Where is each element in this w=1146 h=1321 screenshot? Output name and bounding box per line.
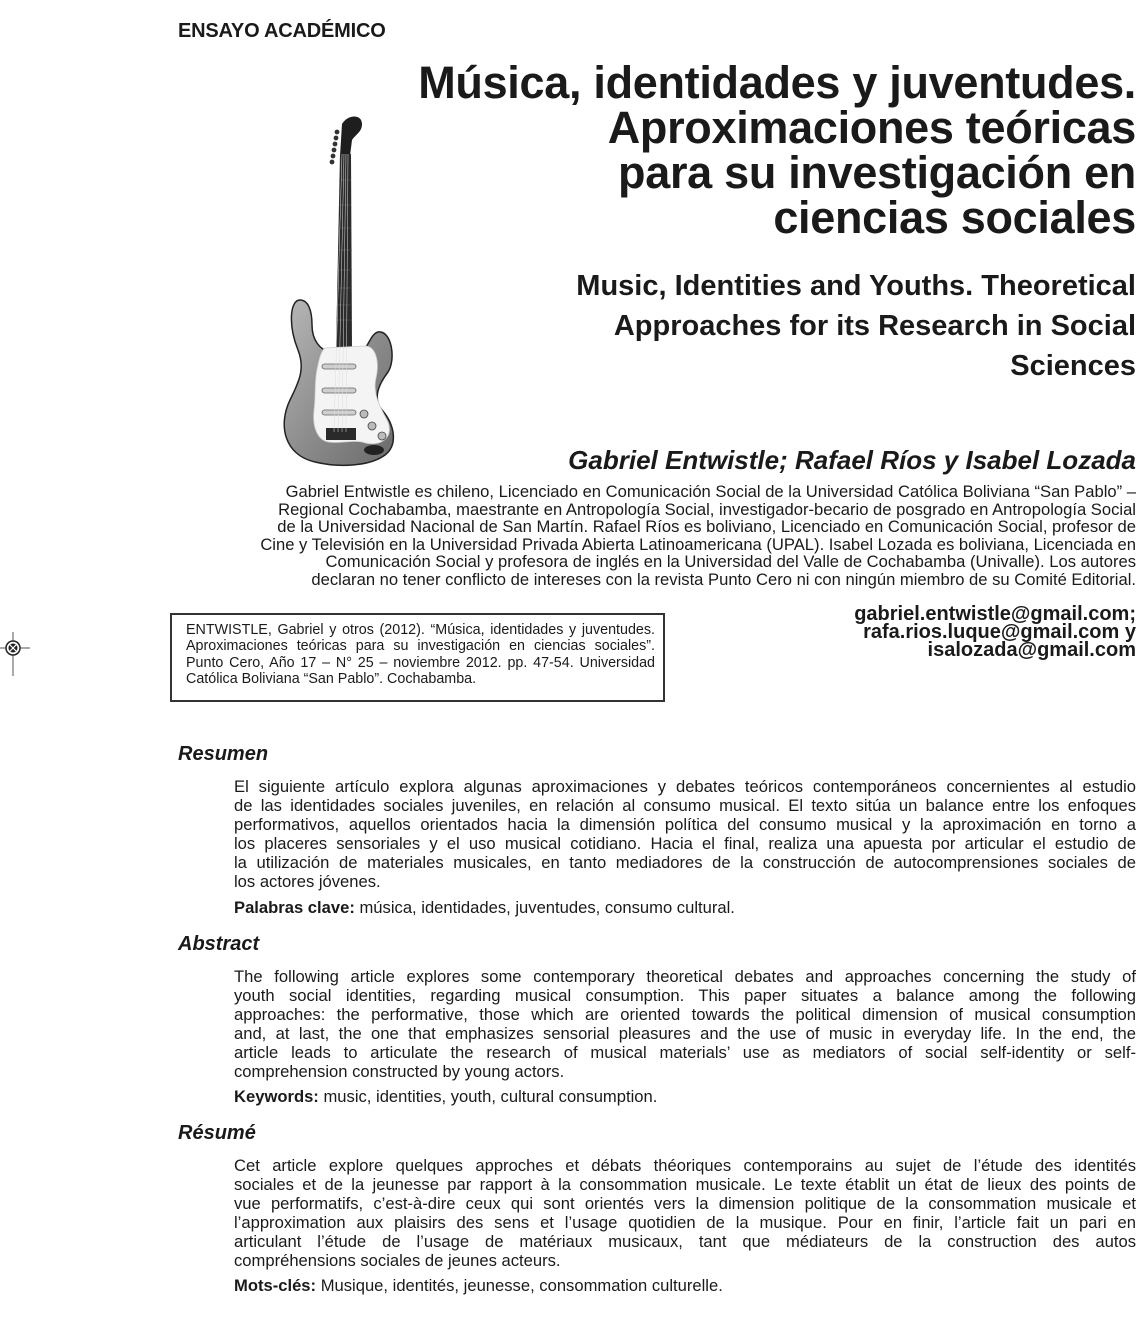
resumen-line: de las identidades sociales juveniles, en relación al consumo musical. El texto sitúa un balance entre los enfoques	[234, 796, 1136, 815]
keywords-label: Palabras clave:	[234, 898, 355, 917]
citation-line: Aproximaciones teóricas para su investigación en ciencias sociales”.	[186, 638, 655, 655]
resume-line: Cet article explore quelques approches et débats théoriques contemporains au sujet de l’étude des identités	[234, 1156, 1136, 1175]
keywords-value: Musique, identités, jeunesse, consommation culturelle.	[320, 1276, 723, 1295]
citation-box	[170, 613, 665, 702]
bio-line: Gabriel Entwistle es chileno, Licenciado en Comunicación Social de la Universidad Católica Boliviana “San Pablo” –	[285, 482, 1136, 501]
author-bio	[166, 483, 1136, 589]
abstract-line: youth social identities, regarding musical consumption. This paper situates a balance among the following	[234, 986, 1136, 1005]
resumen-body	[234, 777, 1136, 891]
bio-line: Regional Cochabamba, maestrante en Antropología Social, investigador-becario de posgrado en Antropología Social	[278, 499, 1136, 519]
section-label: ENSAYO ACADÉMICO	[178, 20, 386, 42]
abstract-line: approaches: the performative, those which are oriented towards the political dimension of musical consumption	[234, 1005, 1136, 1024]
title-es-line: Música, identidades y juventudes.	[418, 57, 1136, 108]
email-link[interactable]: rafa.rios.luque@gmail.com y	[863, 621, 1136, 643]
abstract-heading: Abstract	[178, 933, 260, 955]
citation-line: Católica Boliviana “San Pablo”. Cochabamba.	[186, 670, 477, 687]
resumen-line: El siguiente artículo explora algunas aproximaciones y debates teóricos contemporáneos concernientes al estudio	[234, 777, 1136, 796]
title-es-line: para su investigación en	[618, 147, 1136, 198]
resume-heading: Résumé	[178, 1122, 256, 1144]
resume-body	[234, 1156, 1136, 1270]
registration-mark-icon	[0, 632, 30, 676]
keywords-label: Mots-clés:	[234, 1276, 317, 1295]
title-en-line: Music, Identities and Youths. Theoretical	[576, 270, 1136, 302]
abstract-line: The following article explores some contemporary theoretical debates and approaches concerning the study of	[234, 967, 1136, 986]
author-names: Gabriel Entwistle; Rafael Ríos y Isabel Lozada	[568, 445, 1136, 475]
resumen-line: la utilización de materiales musicales, en tanto mediadores de la construcción de autocomprensiones sociales de	[234, 853, 1136, 872]
title-es-line: Aproximaciones teóricas	[607, 102, 1136, 153]
email-link[interactable]: gabriel.entwistle@gmail.com;	[854, 603, 1136, 625]
bio-line: de la Universidad Nacional de San Martín. Rafael Ríos es boliviano, Licenciado en Comunicación Social, profesor de	[277, 517, 1136, 537]
resume-line: articulant l’étude de l’usage de matériaux musicaux, tant que médiateurs de la construction des autos	[234, 1232, 1136, 1251]
keywords-value: música, identidades, juventudes, consumo cultural.	[359, 898, 735, 917]
resume-line: l’approximation aux plaisirs des sens et l’usage quotidien de la musique. Pour en finir, l’article fait un pari en	[234, 1213, 1136, 1232]
resumen-keywords	[234, 898, 735, 918]
resumen-line: los actores jóvenes.	[234, 872, 381, 891]
abstract-line: and, at last, the one that emphasizes sensorial pleasures and the use of music in everyday life. In the end, the	[234, 1024, 1136, 1043]
resumen-heading: Resumen	[178, 743, 269, 765]
bio-line: Comunicación Social y profesora de inglés en la Universidad del Valle de Cochabamba (Univalle). Los autores	[325, 552, 1136, 572]
resume-keywords	[234, 1276, 723, 1296]
abstract-line: article leads to articulate the research of musical materials’ use as mediators of social self-identity or self-	[234, 1043, 1136, 1062]
title-en-line: Sciences	[1010, 350, 1136, 382]
bio-line: Cine y Televisión en la Universidad Privada Abierta Latinoamericana (UPAL). Isabel Lozada es boliviana, Licenciada en	[260, 534, 1136, 554]
email-link[interactable]: isalozada@gmail.com	[927, 639, 1136, 661]
author-emails	[776, 605, 1136, 659]
keywords-value: music, identities, youth, cultural consumption.	[323, 1087, 658, 1106]
abstract-body	[234, 967, 1136, 1081]
resumen-line: los placeres sensoriales y el uso musical cotidiano. Hacia el final, realiza una apuesta por articular el estudio de	[234, 834, 1136, 853]
article-title-english	[496, 266, 1136, 386]
title-es-line: ciencias sociales	[773, 192, 1136, 243]
resume-line: vue performatifs, c’est-à-dire ceux qui sont orientés vers la dimension politique de la consommation musicale et	[234, 1194, 1136, 1213]
abstract-keywords	[234, 1087, 657, 1107]
title-en-line: Approaches for its Research in Social	[613, 310, 1136, 342]
keywords-label: Keywords:	[234, 1087, 319, 1106]
citation-line: Punto Cero, Año 17 – N° 25 – noviembre 2012. pp. 47-54. Universidad	[186, 654, 655, 671]
resume-line: compréhensions sociales de jeunes acteurs.	[234, 1251, 561, 1270]
article-title-spanish	[316, 57, 1136, 243]
citation-line: ENTWISTLE, Gabriel y otros (2012). “Música, identidades y juventudes.	[186, 622, 655, 638]
resumen-line: performativos, aquellos orientados hacia la dimensión política del consumo musical y la aproximación en torno a	[234, 815, 1136, 834]
abstract-line: comprehension constructed by young actors.	[234, 1062, 565, 1081]
resume-line: sociales et de la jeunesse par rapport à la consommation musicale. Le texte établit un état de lieux des points de	[234, 1175, 1136, 1194]
bio-line: declaran no tener conflicto de intereses con la revista Punto Cero ni con ningún miembro de su Comité Editorial.	[311, 569, 1136, 589]
